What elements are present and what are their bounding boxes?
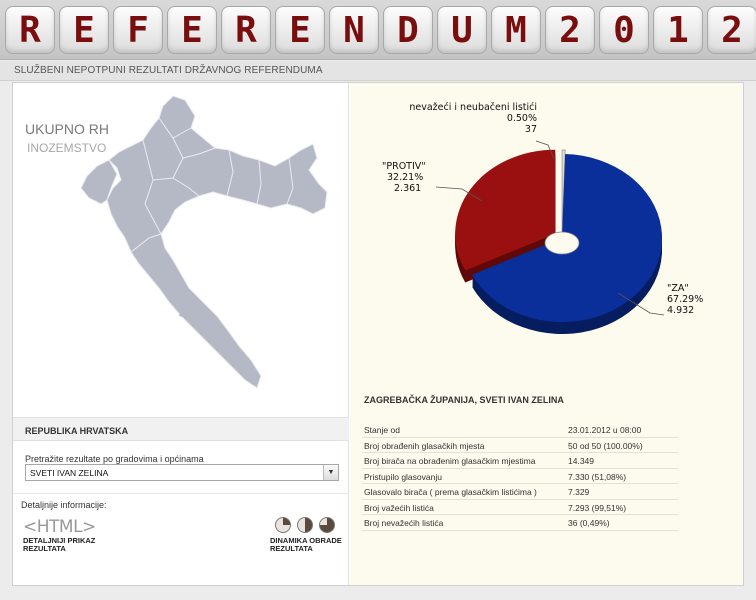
title-letter: 0 <box>599 6 649 54</box>
map-label-abroad[interactable]: INOZEMSTVO <box>27 141 107 155</box>
section-title: REPUBLIKA HRVATSKA <box>25 426 129 436</box>
row-value: 7.330 (51,08%) <box>568 471 627 482</box>
slice-label-invalid <box>408 102 537 135</box>
pie-icon[interactable] <box>319 517 335 533</box>
pie-center-hole <box>545 232 579 254</box>
table-row <box>362 500 678 516</box>
title-letter: E <box>59 6 109 54</box>
row-value: 36 (0,49%) <box>568 518 610 528</box>
republic-section-header <box>13 417 349 441</box>
table-row <box>362 438 678 454</box>
title-tiles <box>5 6 756 54</box>
slice-percent: 0.50% <box>506 113 537 124</box>
table-row <box>362 422 678 438</box>
title-letter: M <box>491 6 541 54</box>
title-letter: 2 <box>707 6 756 54</box>
slice-name: "ZA" <box>667 283 689 294</box>
title-letter: R <box>5 6 55 54</box>
results-panel <box>350 83 743 585</box>
html-view-link[interactable]: DETALJNIJI PRIKAZ REZULTATA <box>23 536 96 553</box>
slice-count: 4.932 <box>667 305 695 316</box>
croatia-map[interactable] <box>13 88 349 416</box>
main-panel <box>12 82 744 586</box>
map-region[interactable] <box>107 96 327 388</box>
search-label: Pretražite rezultate po gradovima i općinama <box>25 454 204 464</box>
row-value: 23.01.2012 u 08:00 <box>568 425 642 435</box>
header-banner <box>0 0 756 60</box>
table-row <box>362 469 678 485</box>
slice-name: "PROTIV" <box>382 161 426 172</box>
dynamics-icons[interactable] <box>275 517 335 533</box>
subtitle-bar <box>0 61 756 81</box>
html-view-icon[interactable]: <HTML> <box>23 517 96 537</box>
row-value: 50 od 50 (100.00%) <box>568 440 643 451</box>
title-letter: 2 <box>545 6 595 54</box>
table-row <box>362 453 678 469</box>
slice-label-za <box>667 283 703 316</box>
left-panel <box>13 83 349 585</box>
row-label: Broj obrađenih glasačkih mjesta <box>364 440 485 451</box>
divider <box>13 493 349 494</box>
map-label-total[interactable]: UKUPNO RH <box>25 121 110 137</box>
slice-name: nevažeći i neubačeni listići <box>409 102 537 113</box>
row-label: Pristupilo glasovanju <box>364 471 442 482</box>
dynamics-link[interactable]: DINAMIKA OBRADE REZULTATA <box>270 536 342 553</box>
results-table <box>362 422 678 531</box>
row-value: 14.349 <box>568 456 594 466</box>
municipality-select[interactable] <box>25 464 339 481</box>
slice-count: 37 <box>524 124 537 135</box>
row-label: Broj važećih listića <box>364 502 434 513</box>
municipality-select-value: SVETI IVAN ZELINA <box>30 468 109 478</box>
slice-percent: 32.21% <box>387 172 424 183</box>
slice-percent: 67.29% <box>667 294 704 305</box>
title-letter: D <box>383 6 433 54</box>
table-row <box>362 484 678 500</box>
row-label: Broj birača na obrađenim glasačkim mjestima <box>364 456 536 466</box>
page-subtitle: SLUŽBENI NEPOTPUNI REZULTATI DRŽAVNOG REFERENDUMA <box>14 65 323 76</box>
slice-label-protiv <box>382 161 426 194</box>
title-letter: U <box>437 6 487 54</box>
detail-label: Detaljnije informacije: <box>21 500 107 510</box>
slice-count: 2.361 <box>394 183 422 194</box>
title-letter: F <box>113 6 163 54</box>
row-value: 7.293 (99,51%) <box>568 502 627 513</box>
title-letter: E <box>275 6 325 54</box>
pie-icon[interactable] <box>275 517 291 533</box>
chevron-down-icon[interactable]: ▼ <box>323 465 338 480</box>
location-title: ZAGREBAČKA ŽUPANIJA, SVETI IVAN ZELINA <box>364 395 564 405</box>
row-value: 7.329 <box>568 487 590 497</box>
row-label: Glasovalo birača ( prema glasačkim listićima ) <box>364 487 537 497</box>
table-row <box>362 515 678 531</box>
row-label: Stanje od <box>364 425 400 435</box>
title-letter: 1 <box>653 6 703 54</box>
title-letter: N <box>329 6 379 54</box>
title-letter: E <box>167 6 217 54</box>
title-letter: R <box>221 6 271 54</box>
pie-icon[interactable] <box>297 517 313 533</box>
row-label: Broj nevažećih listića <box>364 518 444 528</box>
